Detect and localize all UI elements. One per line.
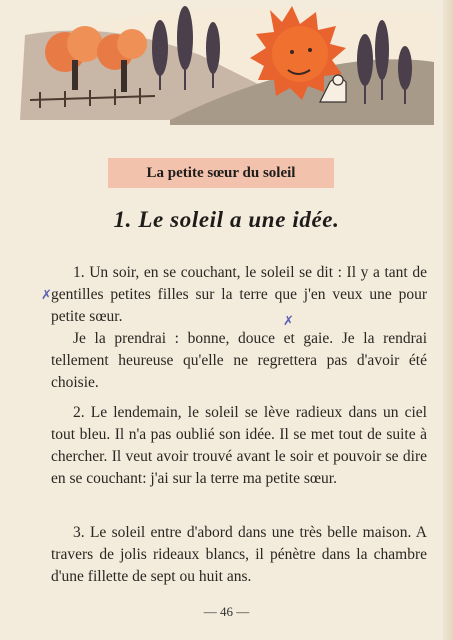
paragraph-1 (51, 262, 427, 394)
page-number: — 46 — (203, 604, 250, 619)
paragraph-2-text: 2. Le lendemain, le soleil se lève radieux dans un ciel tout bleu. Il n'a pas oublié son idée. Il se met tout de suite à chercher. Il veut avoir trouvé avant le soir et pouvoir se dire en se couchant: j'ai sur la terre ma petite sœur. (51, 404, 427, 487)
chapter-title: 1. Le soleil a une idée. (113, 207, 340, 232)
paragraph-2 (51, 402, 427, 490)
pencil-mark-right: ✗ (283, 314, 294, 329)
paragraph-3 (51, 522, 427, 588)
paragraph-1-text: 1. Un soir, en se couchant, le soleil se dit : Il y a tant de gentilles petites filles sur la terre que j'en veux une pour petite sœur. (51, 264, 427, 325)
story-title-badge: La petite sœur du soleil (108, 158, 334, 188)
page-edge (443, 0, 453, 640)
pencil-mark-left: ✗ (41, 288, 52, 303)
paragraph-3-text: 3. Le soleil entre d'abord dans une très belle maison. A travers de jolis rideaux blancs, il pénètre dans la chambre d'une fillette de sept ou huit ans. (51, 524, 427, 585)
paragraph-1-continued: Je la prendrai : bonne, douce et gaie. Je la rendrai tellement heureuse qu'elle ne regrettera pas d'avoir été choisie. (51, 330, 427, 391)
header-illustration (20, 0, 434, 140)
